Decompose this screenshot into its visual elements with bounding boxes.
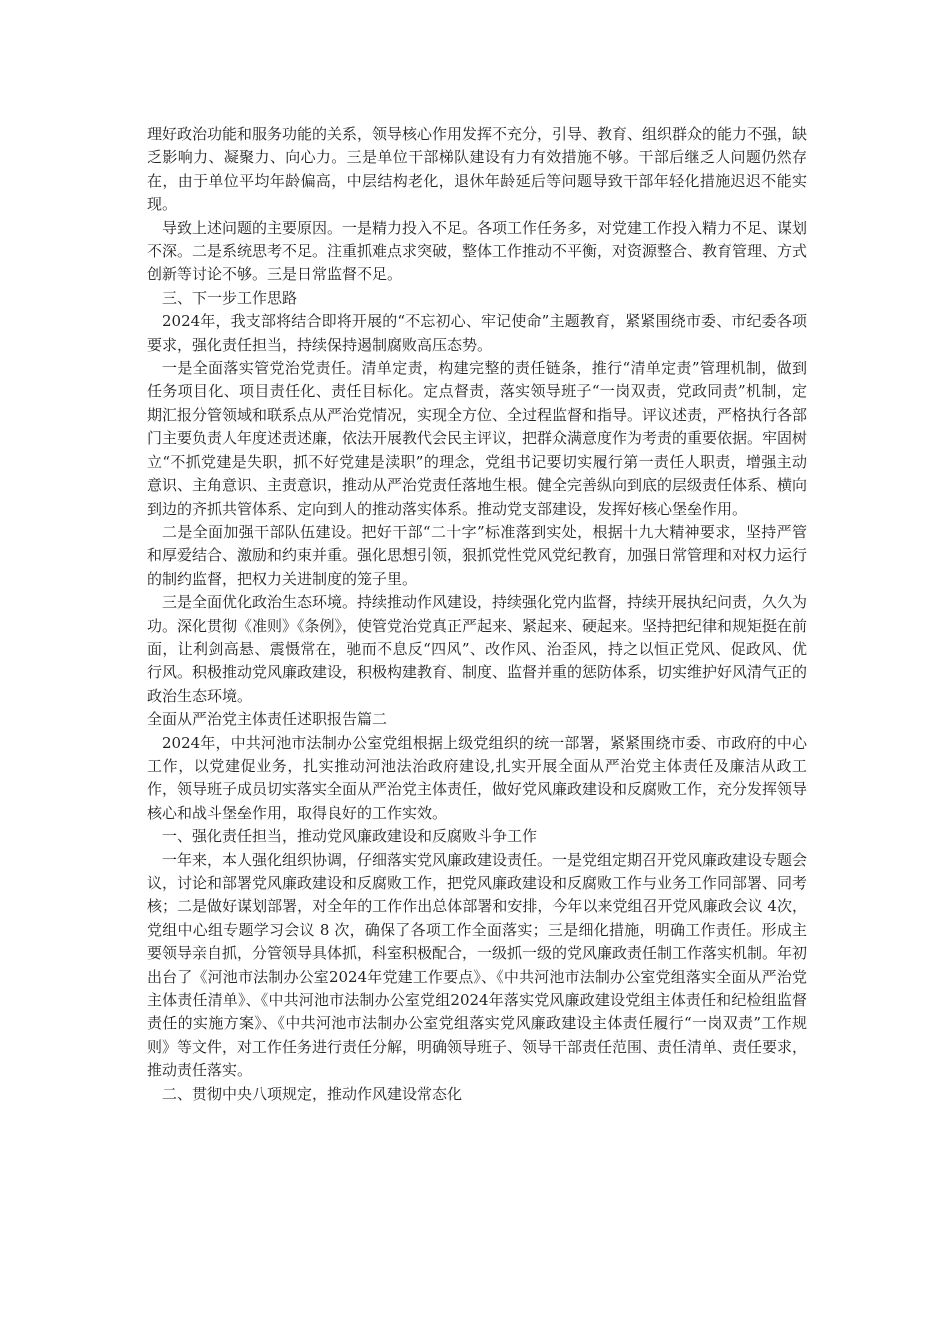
paragraph-responsibility-details: 一年来，本人强化组织协调，仔细落实党风廉政建设责任。一是党组定期召开党风廉政建设专题会议，讨论和部署党风廉政建设和反腐败工作，把党风廉政建设和反腐败工作与业务工作同部署、同考核；二是做好谋划部署，对全年的工作作出总体部署和安排，今年以来党组召开党风廉政会议 4次，党组中心组专题学习会议 8 次，确保了各项工作全面落实；三是细化措施，明确工作责任。形成主要领导亲自抓，分管领导具体抓，科室积极配合，一级抓一级的党风廉政责任制工作落实机制。年初出台了《河池市法制办公室2024年党建工作要点》、《中共河池市法制办公室党组落实全面从严治党主体责任清单》、《中共河池市法制办公室党组2024年落实党风廉政建设党组主体责任和纪检组监督责任的实施方案》、《中共河池市法制办公室党组落实党风廉政建设主体责任履行“一岗双责”工作规则》等文件，对工作任务进行责任分解，明确领导班子、领导干部责任范围、责任清单、责任要求，推动责任落实。 [147,850,808,1080]
paragraph-continuation: 理好政治功能和服务功能的关系，领导核心作用发挥不充分，引导、教育、组织群众的能力不强，缺乏影响力、凝聚力、向心力。三是单位干部梯队建设有力有效措施不够。干部后继乏人问题仍然存在，由于单位平均年龄偏高，中层结构老化，退休年龄延后等问题导致干部年轻化措施迟迟不能实现。 [147,125,808,214]
paragraph-point-one: 一是全面落实管党治党责任。清单定责，构建完整的责任链条，推行“清单定责”管理机制，做到任务项目化、项目责任化、责任目标化。定点督责，落实领导班子“一岗双责，党政同责”机制，定期汇报分管领域和联系点从严治党情况，实现全方位、全过程监督和指导。评议述责，严格执行各部门主要负责人年度述责述廉，依法开展教代会民主评议，把群众满意度作为考责的重要依据。牢固树立“不抓党建是失职，抓不好党建是渎职”的理念，党组书记要切实履行第一责任人职责，增强主动意识、主角意识、主责意识，推动从严治党责任落地生根。健全完善纵向到底的层级责任体系、横向到边的齐抓共管体系、定向到人的推动落实体系。推动党支部建设，发挥好核心堡垒作用。 [147,359,808,518]
paragraph-2024-plan: 2024年，我支部将结合即将开展的“不忘初心、牢记使命”主题教育，紧紧围绕市委、市纪委各项要求，强化责任担当，持续保持遏制腐败高压态势。 [147,312,807,354]
document-body [147,123,807,1106]
paragraph-point-three: 三是全面优化政治生态环境。持续推动作风建设，持续强化党内监督，持续开展执纪问责，久久为功。深化贯彻《准则》《条例》，使管党治党真正严起来、紧起来、硬起来。坚持把纪律和规矩挺在前面，让利剑高悬、震慑常在，驰而不息反“四风”、改作风、治歪风，持之以恒正党风、促政风、优行风。积极推动党风廉政建设，积极构建教育、制度、监督并重的惩防体系，切实维护好风清气正的政治生态环境。 [147,593,808,705]
paragraph-point-two: 二是全面加强干部队伍建设。把好干部“二十字”标准落到实处，根据十九大精神要求，坚持严管和厚爱结合、激励和约束并重。强化思想引领，狠抓党性党风党纪教育，加强日常管理和对权力运行的制约监督，把权力关进制度的笼子里。 [147,522,808,588]
section-heading-responsibility: 一、强化责任担当，推动党风廉政建设和反腐败斗争工作 [162,827,538,846]
section-heading-eight-rules: 二、贯彻中央八项规定，推动作风建设常态化 [162,1084,463,1103]
paragraph-causes: 导致上述问题的主要原因。一是精力投入不足。各项工作任务多，对党建工作投入精力不足、谋划不深。二是系统思考不足。注重抓难点求突破，整体工作推动不平衡，对资源整合、教育管理、方式创新等讨论不够。三是日常监督不足。 [147,218,808,284]
paragraph-part-two-intro: 2024年，中共河池市法制办公室党组根据上级党组织的统一部署，紧紧围绕市委、市政府的中心工作，以党建促业务，扎实推动河池法治政府建设,扎实开展全面从严治党主体责任及廉洁从政工作，领导班子成员切实落实全面从严治党主体责任，做好党风廉政建设和反腐败工作，充分发挥领导核心和战斗堡垒作用，取得良好的工作实效。 [147,733,808,822]
section-heading-next-steps: 三、下一步工作思路 [162,288,298,307]
report-title-part-two: 全面从严治党主体责任述职报告篇二 [147,710,388,729]
